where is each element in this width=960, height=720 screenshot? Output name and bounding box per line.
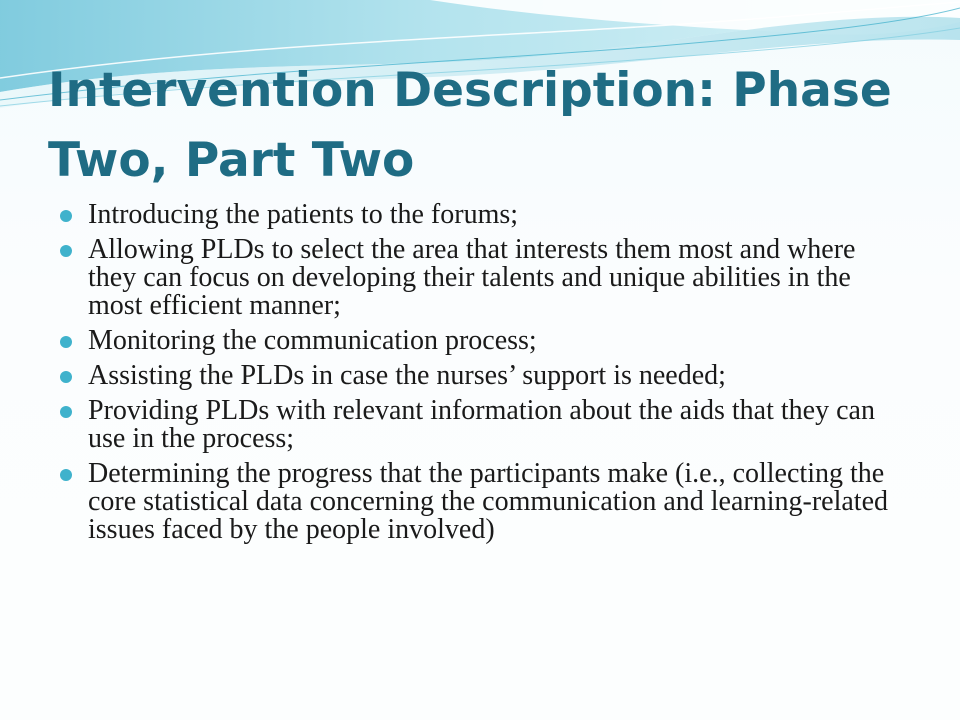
bullet-dot-icon (60, 371, 72, 383)
bullet-text: Assisting the PLDs in case the nurses’ support is needed; (88, 360, 726, 391)
list-item (60, 362, 900, 390)
bullet-dot-icon (60, 336, 72, 348)
bullet-dot-icon (60, 469, 72, 481)
bullet-text: Determining the progress that the participants make (i.e., collecting the core statistical data concerning the communication and learning-related issues faced by the people involved) (88, 458, 888, 545)
bullet-text: Introducing the patients to the forums; (88, 199, 519, 230)
bullet-dot-icon (60, 210, 72, 222)
slide-title: Intervention Description: Phase Two, Part Two (48, 63, 892, 188)
list-item (60, 201, 900, 229)
list-item (60, 236, 900, 320)
list-item (60, 327, 900, 355)
bullet-text: Monitoring the communication process; (88, 325, 537, 356)
bullet-list (60, 201, 900, 551)
bullet-text: Allowing PLDs to select the area that interests them most and where they can focus on developing their talents and unique abilities in the most efficient manner; (88, 234, 856, 321)
list-item (60, 460, 900, 544)
list-item (60, 397, 900, 453)
bullet-dot-icon (60, 406, 72, 418)
bullet-dot-icon (60, 245, 72, 257)
bullet-text: Providing PLDs with relevant information about the aids that they can use in the process; (88, 395, 875, 454)
